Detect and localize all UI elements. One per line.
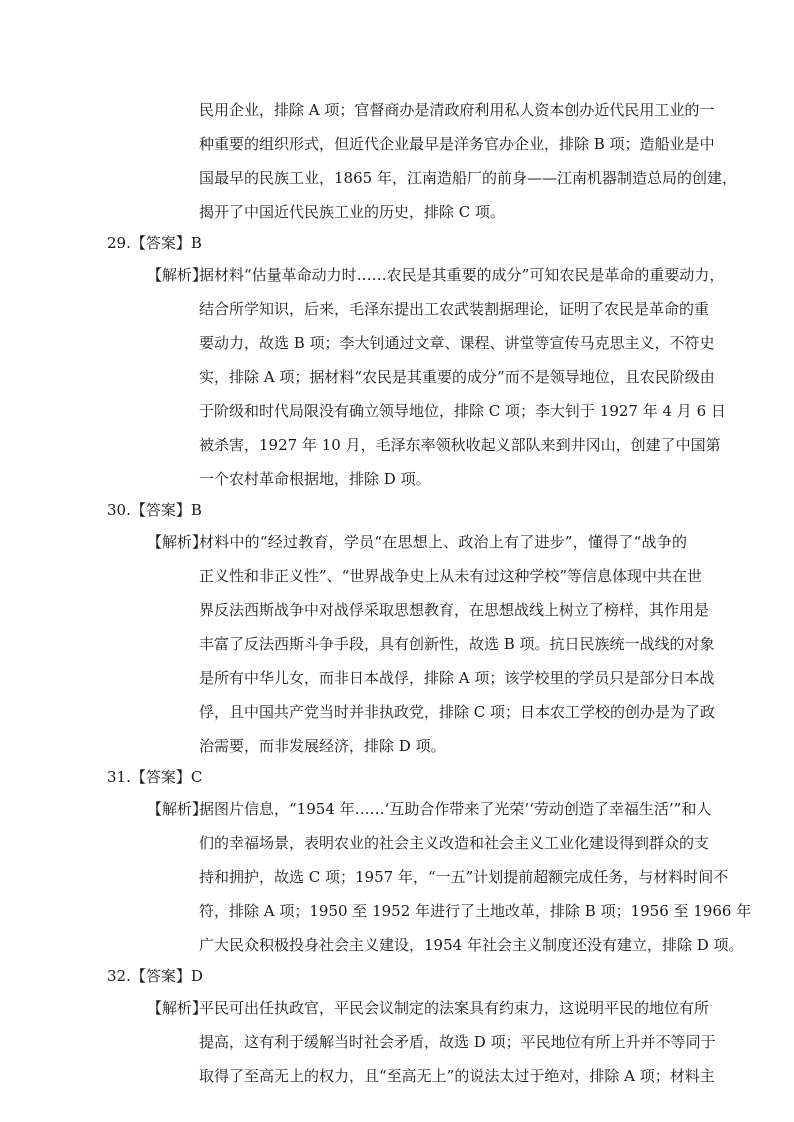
q29-explanation-line-2: 结合所学知识，后来，毛泽东提出工农武装割据理论，证明了农民是革命的重 bbox=[199, 300, 710, 318]
q31-explanation-line-4: 符，排除 A 项；1950 至 1952 年进行了土地改革，排除 B 项；1956 至 1966 年 bbox=[199, 902, 752, 920]
q32-explanation-line-2: 提高，这有利于缓解当时社会矛盾，故选 D 项；平民地位有所上升并不等同于 bbox=[199, 1033, 716, 1051]
q32-answer: 32.【答案】D bbox=[107, 967, 203, 985]
q31-explanation-line-1: 据图片信息，“1954 年……‘互助合作带来了光荣’‘劳动创造了幸福生活’”和人 bbox=[199, 800, 712, 818]
q30-explanation-line-4: 丰富了反法西斯斗争手段，具有创新性，故选 B 项。抗日民族统一战线的对象 bbox=[199, 635, 715, 653]
q29-answer: 29.【答案】B bbox=[107, 234, 202, 252]
q31-explanation-label: 【解析】 bbox=[147, 800, 208, 818]
q30-explanation-line-5: 是所有中华儿女，而非日本战俘，排除 A 项；该学校里的学员只是部分日本战 bbox=[199, 669, 715, 687]
q29-explanation-line-6: 被杀害，1927 年 10 月，毛泽东率领秋收起义部队来到井冈山，创建了中国第 bbox=[199, 436, 721, 454]
q31-explanation-line-2: 们的幸福场景，表明农业的社会主义改造和社会主义工业化建设得到群众的支 bbox=[199, 834, 710, 852]
q29-explanation-line-7: 一个农村革命根据地，排除 D 项。 bbox=[199, 470, 431, 488]
intro-line-1: 民用企业，排除 A 项；官督商办是清政府利用私人资本创办近代民用工业的一 bbox=[199, 101, 715, 119]
q30-explanation-line-2: 正义性和非正义性”、“世界战争史上从未有过这种学校”等信息体现中共在世 bbox=[199, 567, 703, 585]
q30-explanation-label: 【解析】 bbox=[147, 533, 208, 551]
q31-answer: 31.【答案】C bbox=[107, 768, 203, 786]
intro-line-2: 种重要的组织形式，但近代企业最早是洋务官办企业，排除 B 项；造船业是中 bbox=[199, 135, 715, 153]
intro-line-3: 国最早的民族工业，1865 年，江南造船厂的前身——江南机器制造总局的创建， bbox=[199, 169, 737, 187]
intro-line-4: 揭开了中国近代民族工业的历史，排除 C 项。 bbox=[199, 203, 506, 221]
q29-explanation-line-3: 要动力，故选 B 项；李大钊通过文章、课程、讲堂等宣传马克思主义，不符史 bbox=[199, 334, 715, 352]
q30-explanation-line-3: 界反法西斯战争中对战俘采取思想教育，在思想战线上树立了榜样，其作用是 bbox=[199, 601, 710, 619]
q29-explanation-label: 【解析】 bbox=[147, 266, 208, 284]
q32-explanation-label: 【解析】 bbox=[147, 999, 208, 1017]
q30-explanation-line-6: 俘，且中国共产党当时并非执政党，排除 C 项；日本农工学校的创办是为了政 bbox=[199, 703, 716, 721]
q30-explanation-line-7: 治需要，而非发展经济，排除 D 项。 bbox=[199, 737, 446, 755]
q29-explanation-line-4: 实，排除 A 项；据材料“农民是其重要的成分”而不是领导地位，且农民阶级由 bbox=[199, 368, 715, 386]
q30-explanation-line-1: 材料中的“经过教育，学员“在思想上、政治上有了进步”，懂得了“战争的 bbox=[199, 533, 687, 551]
q31-explanation-line-5: 广大民众积极投身社会主义建设，1954 年社会主义制度还没有建立，排除 D 项。 bbox=[199, 936, 744, 954]
q30-answer: 30.【答案】B bbox=[107, 501, 202, 519]
q29-explanation-line-5: 于阶级和时代局限没有确立领导地位，排除 C 项；李大钊于 1927 年 4 月 6 日 bbox=[199, 402, 726, 420]
q32-explanation-line-1: 平民可出任执政官，平民会议制定的法案具有约束力，这说明平民的地位有所 bbox=[199, 999, 710, 1017]
q31-explanation-line-3: 持和拥护，故选 C 项；1957 年，“一五”计划提前超额完成任务，与材料时间不 bbox=[199, 868, 729, 886]
q32-explanation-line-3: 取得了至高无上的权力，且“至高无上”的说法太过于绝对，排除 A 项；材料主 bbox=[199, 1067, 715, 1085]
q29-explanation-line-1: 据材料“估量革命动力时……农民是其重要的成分”可知农民是革命的重要动力， bbox=[199, 266, 725, 284]
